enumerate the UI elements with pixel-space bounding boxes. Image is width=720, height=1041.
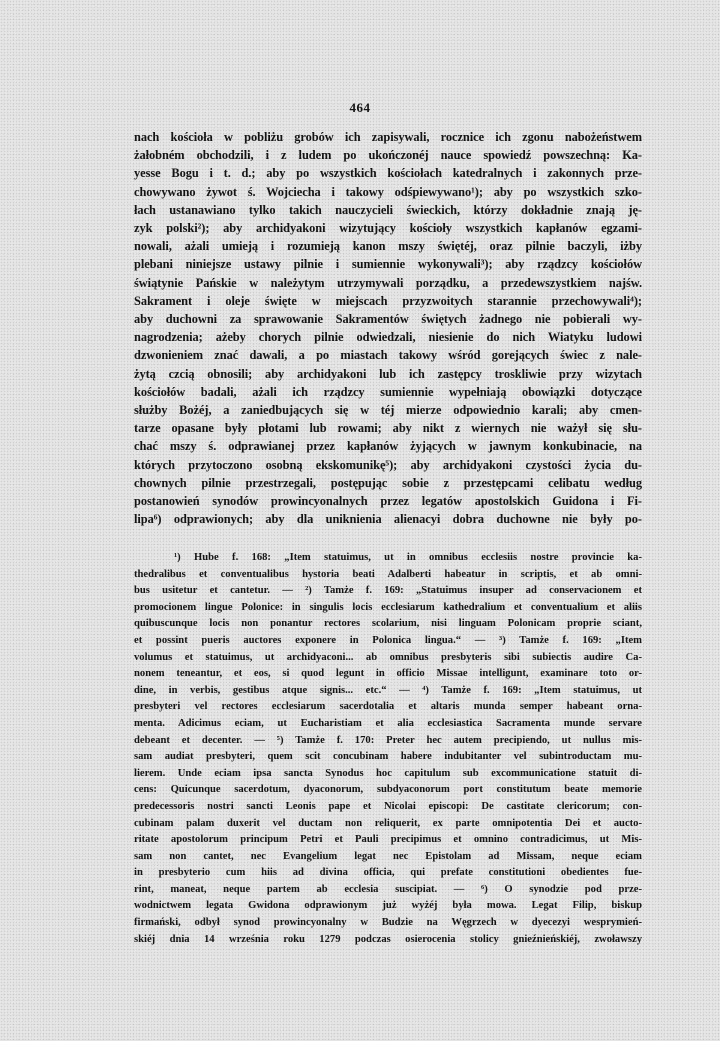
main-text-line: chać mszy ś. odprawianej przez kapłanów żyjących w jawnym konkubinacie, na bbox=[134, 439, 642, 454]
main-text-line: kościołów badali, ażali ich rządzcy sumiennie wypełniają obowiązki dotyczące bbox=[134, 384, 642, 399]
footnote-line: lierem. Unde eciam ipsa sancta Synodus hoc capitulum sub excommunicatione statuit di- bbox=[134, 767, 642, 779]
footnote-line: bus usitetur et cantetur. — ²) Tamże f. 169: „Statuimus insuper ad conservacionem et bbox=[134, 585, 642, 597]
footnote-line: in presbyterio cum hiis ad divina officia, qui prefate constitutioni obedientes fue- bbox=[134, 867, 642, 879]
footnote-line: et possint pueris auctores exponere in Polonica lingua.“ — ³) Tamże f. 169: „Item bbox=[134, 634, 642, 646]
footnotes-block bbox=[134, 550, 642, 948]
main-text-line: nowali, ażali umieją i rozumieją kanon mszy świętéj, oraz pilnie baczyli, iżby bbox=[134, 239, 642, 254]
main-text-line: świątynie Pańskie w należytym utrzymywali porządku, a przedewszystkiem najśw. bbox=[134, 275, 642, 290]
footnote-line: debeant et decenter. — ⁵) Tamże f. 170: Preter hec autem precipiendo, ut nullus mis- bbox=[134, 734, 642, 746]
main-text-line: lipa⁶) odprawionych; aby dla uniknienia alienacyi dobra duchowne nie były po- bbox=[134, 512, 642, 527]
footnote-line: menta. Adicimus eciam, ut Eucharistiam et alia ecclesiastica Sacramenta munde servare bbox=[134, 717, 642, 729]
footnote-line: sam audiat presbyteri, quem scit concubinam habere indubitanter vel subintroductam mu- bbox=[134, 751, 642, 763]
footnote-line: cens: Quicunque sacerdotum, dyaconorum, subdyaconorum port constitutum beate memorie bbox=[134, 784, 642, 796]
page-number: 464 bbox=[349, 100, 371, 115]
footnote-line: dine, in verbis, gestibus atque signis... etc.“ — ⁴) Tamże f. 169: „Item statuimus, ut bbox=[134, 684, 642, 696]
main-text-line: łach ustanawiano tylko takich nauczycieli świeckich, którzy dokładnie znają ję- bbox=[134, 202, 642, 217]
main-text-line: nach kościoła w pobliżu grobów ich zapisywali, rocznice ich zgonu nabożeństwem bbox=[134, 130, 642, 144]
footnote-line: presbyteri vel rectores ecclesiarum sacerdotalia et altaris munda semper habeant orna- bbox=[134, 701, 642, 713]
main-text-line: żytą czcią obnosili; aby archidyakoni lub ich zastępcy troskliwie przy wizytach bbox=[134, 366, 642, 381]
footnote-line: skiéj dnia 14 września roku 1279 podczas osierocenia stolicy gnieźnieńskiéj, zwoławszy bbox=[134, 933, 642, 945]
main-text-line: służby Bożéj, a zaniedbujących się w téj mierze odpowiednio karali; aby cmen- bbox=[134, 403, 642, 418]
footnote-line: quibuscunque locis non ponantur rectores scolarium, nisi linguam Polonicam proprie sciant, bbox=[134, 618, 642, 630]
footnote-line: predecessoris nostri sancti Leonis pape et Nicolai episcopi: De castitate clericorum; con- bbox=[134, 800, 642, 812]
main-text-line: których przytoczono osobną ekskomunikę⁵); aby archidyakoni czystości życia du- bbox=[134, 457, 642, 472]
main-text-block bbox=[134, 128, 642, 528]
footnote-line: cubinam palam duxerit vel ductam non reliquerit, ex parte omnipotentia Dei et aucto- bbox=[134, 817, 642, 829]
main-text-line: plebani niniejsze ustawy pilnie i sumiennie wykonywali³); aby rządzcy kościołów bbox=[134, 257, 642, 272]
main-text-line: tarze opasane były płotami lub rowami; aby nikt z wiernych nie ważył się słu- bbox=[134, 421, 642, 436]
main-text-line: chownych pilnie przestrzegali, postępując sobie z przestępcami celibatu według bbox=[134, 475, 642, 490]
main-text-line: Sakrament i oleje święte w miejscach przyzwoitych starannie przechowywali⁴); bbox=[134, 293, 642, 308]
footnote-line: sam non cantet, nec Evangelium legat nec Epistolam ad Missam, neque eciam bbox=[134, 850, 642, 862]
main-text-line: żałobném obchodzili, i z ludem po ukończonéj nauce spowiedź powszechną: Ka- bbox=[134, 148, 642, 163]
footnote-line: rint, maneat, neque partem ab ecclesia suscipiat. — ⁶) O synodzie pod prze- bbox=[134, 883, 642, 895]
main-text-line: yesse Bogu i t. d.; aby po wszystkich kościołach katedralnych i zakonnych prze- bbox=[134, 166, 642, 181]
main-text-line: postanowień synodów prowincyonalnych przez legatów apostolskich Guidona i Fi- bbox=[134, 494, 642, 509]
footnote-line: nonem teneantur, et eos, si quod legunt in officio Missae intelligunt, examinare toto or- bbox=[134, 668, 642, 680]
main-text-line: aby duchowni za sprawowanie Sakramentów świętych żadnego nie pobierali wy- bbox=[134, 312, 642, 327]
main-text-line: nagrodzenia; ażeby chorych pilnie odwiedzali, niesienie do nich Wiatyku ludowi bbox=[134, 330, 642, 345]
footnote-line: wodnictwem legata Gwidona odprawionym już wyżéj była mowa. Legat Filip, biskup bbox=[134, 900, 642, 912]
footnote-line: thedralibus et conventualibus hystoria beati Adalberti habeatur in scriptis, et ab omni- bbox=[134, 568, 642, 580]
main-text-line: chowywano żywot ś. Wojciecha i takowy odśpiewywano¹); aby po wszystkich szko- bbox=[134, 184, 642, 199]
main-text-line: zyk polski²); aby archidyakoni wizytujący kościoły wszystkich kapłanów egzami- bbox=[134, 221, 642, 236]
footnote-line: ritate apostolorum principum Petri et Pauli precipimus et omnino contradicimus, ut Mis- bbox=[134, 834, 642, 846]
footnote-line: firmański, odbył synod prowincyonalny w Budzie na Węgrzech w dyecezyi wesprymień- bbox=[134, 917, 642, 929]
footnote-line: volumus et statuimus, ut archidyaconi... ab omnibus presbyteris sibi subiectis audire Ca- bbox=[134, 651, 642, 663]
footnote-line: promocionem lingue Polonice: in singulis locis ecclesiarum kathedralium et conventualium et aliis bbox=[134, 601, 642, 613]
footnote-line: ¹) Hube f. 168: „Item statuimus, ut in omnibus ecclesiis nostre provincie ka- bbox=[174, 552, 642, 563]
main-text-line: dzwonieniem znać dawali, a po miastach takowy wśród gorejących świec z nale- bbox=[134, 348, 642, 363]
